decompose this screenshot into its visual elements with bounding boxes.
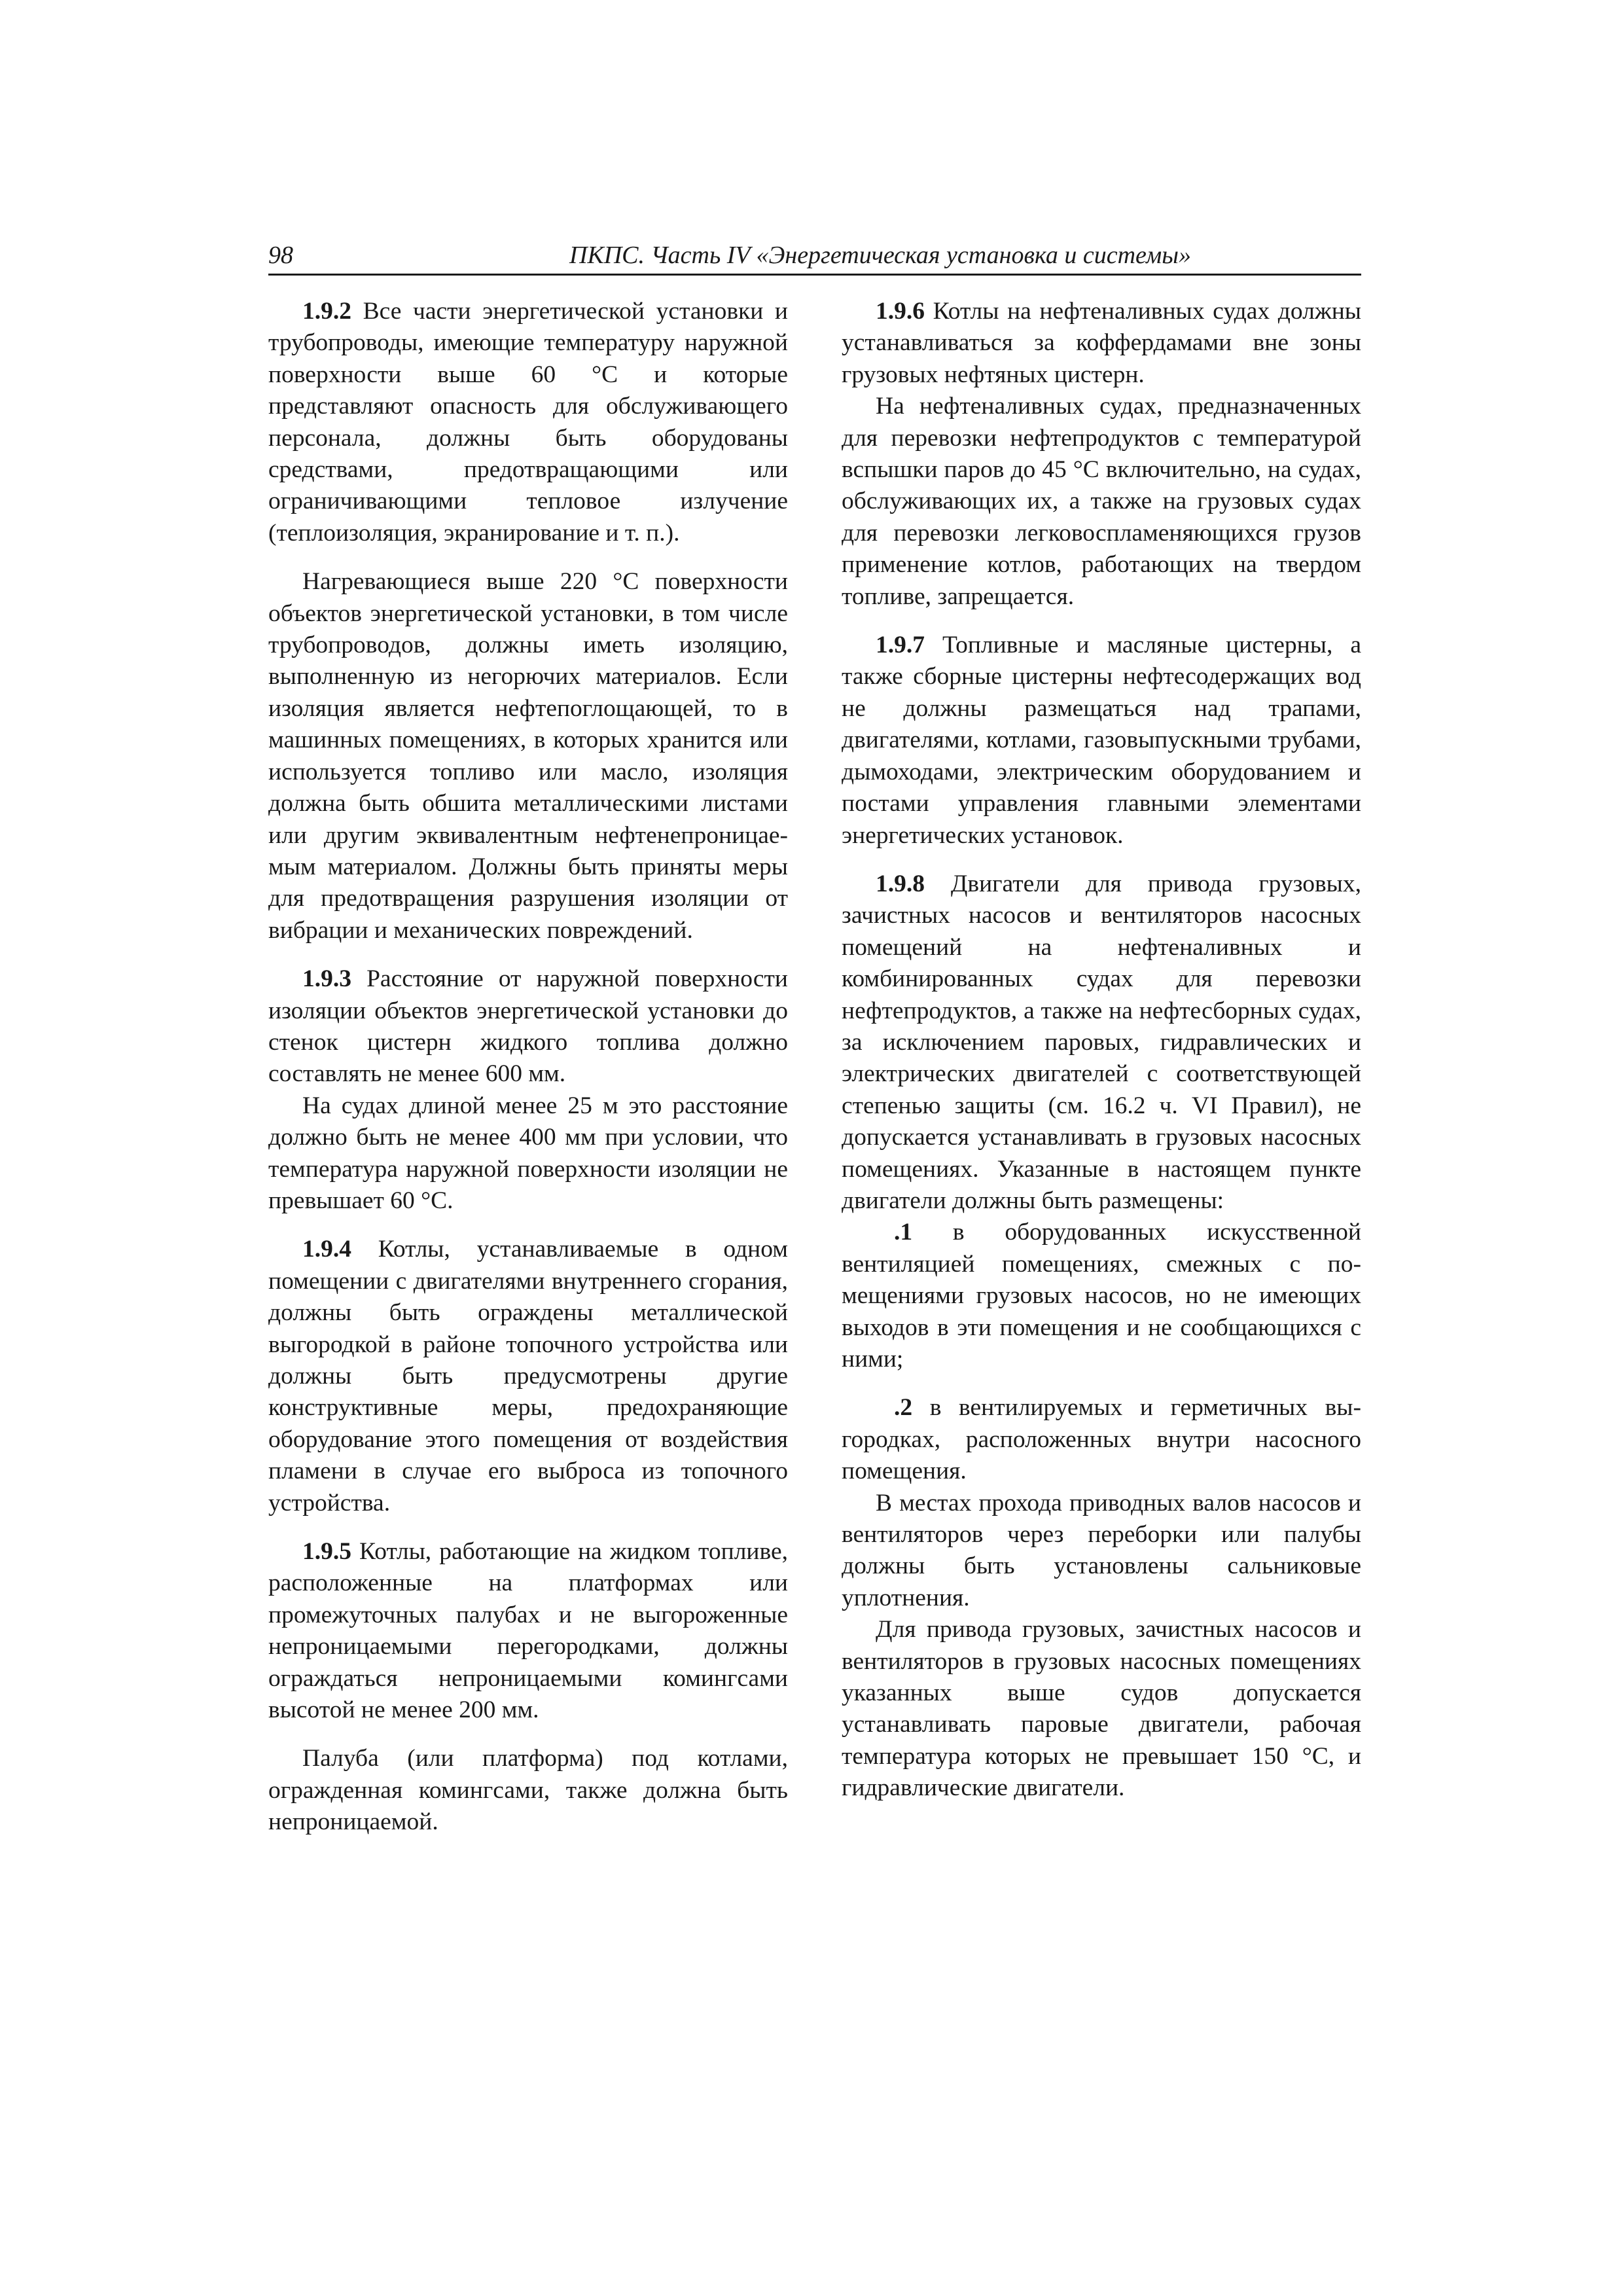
clause-1-9-3	[268, 963, 788, 1090]
paragraph-text: В местах прохода приводных валов насосов и вентиляторов через переборки или палубы должны быть установлены сальниковые уплотнения.	[842, 1489, 1361, 1611]
list-item-1	[842, 1217, 1361, 1375]
clause-text: Топливные и масляные цистерны, а также сборные цистерны нефтесодержащих вод не должны размещаться над трапами, двигателями, котлами, газовыпускными трубами, дымоходами, электрическим оборудованием и постами управления главными элементами энергетических установок.	[842, 632, 1361, 849]
clause-text: Все части энергетической установки и трубопроводы, имеющие температуру наружной поверхности выше 60 °С и которые представляют опасность для обслуживающего персонала, должны быть оборудованы средствами, предотвращающими или ограничивающими тепловое излучение (теплоизоляция, экранирование и т. п.).	[268, 298, 789, 547]
item-text: в вентилируемых и герметичных выгородках, расположенных внутри насосного помещения.	[842, 1394, 1361, 1485]
item-number: .1	[894, 1219, 913, 1246]
clause-1-9-4	[268, 1234, 788, 1519]
list-item-2	[842, 1392, 1361, 1487]
page-number: 98	[268, 242, 293, 269]
paragraph-text: Для привода грузовых, зачистных насосов и вентиляторов в грузовых насосных помещениях указанных выше судов допускается устанавливать паровые двигатели, рабочая температура которых не превышает 150 °С, и гидравлические двигатели.	[842, 1616, 1361, 1802]
clause-text: Двигатели для привода грузовых, зачистных насосов и вентиляторов насосных помещений на нефтеналивных и комбинированных судах для перевозки нефтепродуктов, а также на нефтесборных судах, за исключением паровых, гидравлических и электрических двигателей с соответствующей степенью защиты (см. 16.2 ч. VI Правил), не допускается устанавливать в грузовых насосных помещениях. Указанные в настоящем пункте двигатели должны быть размещены:	[842, 870, 1361, 1214]
clause-text: Котлы, устанавливаемые в одном помещении с двигателями внутреннего сгорания, должны быть ограждены металлической выгородкой в районе топочного устройства или должны быть предусмотрены другие конструктивные меры, предохраняющие оборудование этого помещения от воздействия пламени в случае его выброса из топочного устройства.	[268, 1236, 789, 1516]
clause-1-9-2	[268, 296, 788, 549]
clause-text: Котлы на нефтеналивных судах должны устанавливаться за коффердамами вне зоны грузовых нефтяных цистерн.	[842, 298, 1361, 388]
clause-number: 1.9.2	[302, 298, 351, 325]
clause-text: Расстояние от наружной поверхности изоляции объектов энергетической установки до стенок цистерн жидкого топлива должно составлять не менее 600 мм.	[268, 965, 789, 1088]
paragraph	[268, 566, 788, 946]
clause-1-9-6	[842, 296, 1361, 391]
clause-number: 1.9.8	[876, 870, 925, 897]
clause-number: 1.9.6	[876, 298, 925, 325]
item-text: в оборудованных искусственной вентиляцией помещениях, смежных с помещениями грузовых насосов, но не имеющих выходов в эти помещения и не сообщающихся с ними;	[842, 1219, 1361, 1372]
clause-number: 1.9.7	[876, 632, 925, 659]
paragraph-text: Палуба (или платформа) под котлами, огражденная комингсами, также должна быть непроницаемой.	[268, 1745, 788, 1836]
paragraph	[842, 1488, 1361, 1615]
paragraph	[268, 1090, 788, 1217]
paragraph	[842, 391, 1361, 613]
clause-text: Котлы, работающие на жидком топливе, расположенные на платформах или промежуточных палубах и не выгороженные непроницаемыми перегородками, должны ограждаться непроницаемыми комингсами высотой не менее 200 мм.	[268, 1538, 789, 1724]
clause-number: 1.9.4	[302, 1236, 351, 1263]
clause-1-9-8	[842, 869, 1361, 1217]
clause-1-9-7	[842, 630, 1361, 852]
clause-number: 1.9.5	[302, 1538, 351, 1566]
clause-number: 1.9.3	[302, 965, 351, 993]
left-column	[268, 296, 788, 1839]
header-title: ПКПС. Часть IV «Энергетическая установка и системы»	[569, 242, 1191, 269]
paragraph-text: Нагревающиеся выше 220 °С поверхности объектов энергетической установки, в том числе трубопроводов, должны иметь изоляцию, выполненную из негорючих материалов. Если изоляция является нефтепоглощающей, то в машинных помещениях, в которых хранится или используется топливо или масло, изоляция должна быть обшита металлическими листами или другим эквивалентным нефтенепроницаемым материалом. Должны быть приняты меры для предотвращения разрушения изоляции от вибрации и механических повреждений.	[268, 568, 788, 944]
clause-1-9-5	[268, 1536, 788, 1726]
paragraph	[842, 1614, 1361, 1804]
paragraph	[268, 1743, 788, 1838]
paragraph-text: На судах длиной менее 25 м это расстояние должно быть не менее 400 мм при условии, что температура наружной поверхности изоляции не превышает 60 °С.	[268, 1092, 788, 1214]
running-header	[268, 237, 1361, 276]
right-column	[842, 296, 1361, 1804]
item-number: .2	[894, 1394, 913, 1422]
paragraph-text: На нефтеналивных судах, предназначенных для перевозки нефтепродуктов с температурой вспышки паров до 45 °С включительно, на судах, обслуживающих их, а также на грузовых судах для перевозки легковоспламеняющихся грузов применение котлов, работающих на твердом топливе, запрещается.	[842, 393, 1361, 610]
